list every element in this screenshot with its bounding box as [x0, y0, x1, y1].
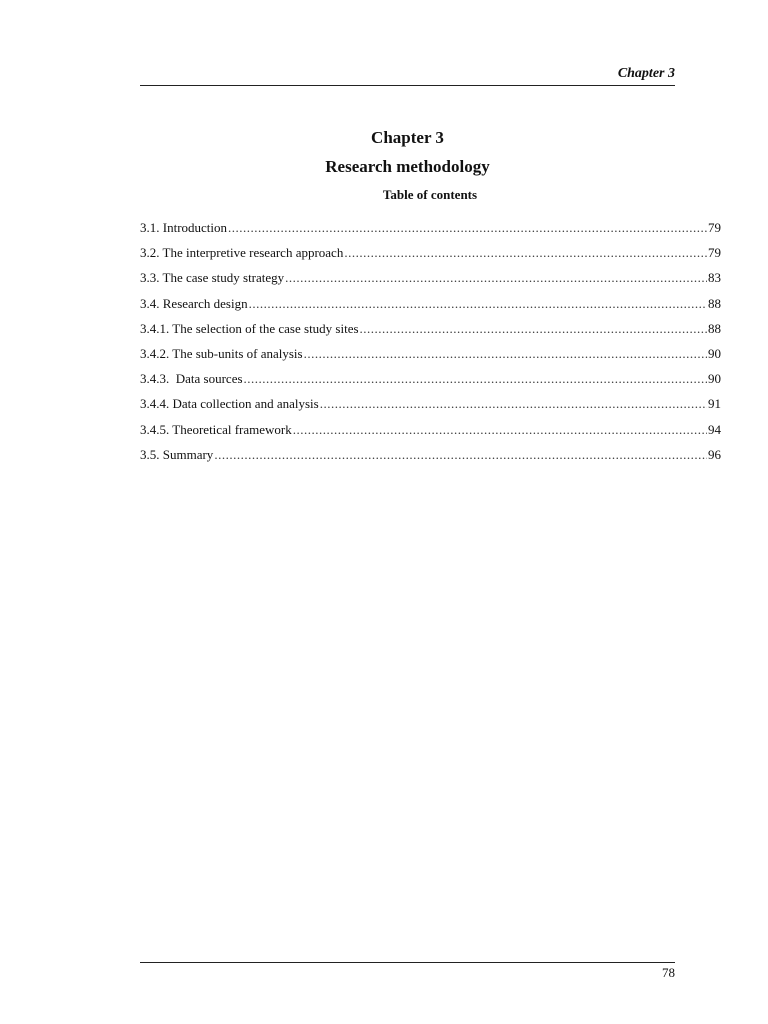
toc-dot-leader: [304, 346, 707, 362]
toc-entry-theoretical-framework[interactable]: [140, 422, 721, 447]
toc-entry-research-design[interactable]: [140, 296, 721, 321]
toc-dot-leader: [360, 321, 707, 337]
toc-dot-leader: [244, 371, 707, 387]
toc-entry-label: 3.4.5. Theoretical framework: [140, 421, 292, 437]
toc-heading: Table of contents: [382, 187, 478, 202]
table-of-contents: [140, 220, 721, 472]
toc-entry-page: 79: [708, 245, 721, 261]
footer-rule: [140, 962, 675, 963]
toc-entry-site-selection[interactable]: [140, 321, 721, 346]
toc-entry-label: 3.1. Introduction: [140, 220, 228, 235]
toc-entry-label: 3.4.4. Data collection and analysis: [140, 396, 319, 412]
chapter-subtitle: Research methodology: [325, 157, 490, 176]
toc-dot-leader: [320, 396, 707, 412]
toc-entry-page: 79: [708, 220, 721, 235]
toc-entry-page: 94: [708, 421, 721, 437]
chapter-title: Chapter 3: [371, 128, 444, 147]
toc-entry-introduction[interactable]: [140, 220, 721, 245]
toc-entry-label: 3.4. Research design: [140, 295, 248, 311]
toc-dot-leader: [293, 422, 707, 438]
toc-entry-interpretive-approach[interactable]: [140, 245, 721, 270]
toc-entry-label: 3.5. Summary: [140, 446, 214, 462]
toc-entry-label: 3.3. The case study strategy: [140, 270, 285, 286]
toc-entry-page: 88: [708, 320, 721, 336]
toc-dot-leader: [249, 296, 707, 312]
toc-dot-leader: [285, 270, 707, 286]
toc-entry-label: 3.4.3. Data sources: [140, 371, 243, 387]
toc-entry-label: 3.2. The interpretive research approach: [140, 245, 344, 261]
running-header: [140, 64, 675, 86]
toc-dot-leader: [214, 447, 707, 463]
toc-entry-case-study-strategy[interactable]: [140, 270, 721, 295]
toc-entry-data-sources[interactable]: [140, 371, 721, 396]
toc-entry-data-collection[interactable]: [140, 396, 721, 421]
toc-entry-page: 96: [708, 446, 721, 462]
toc-entry-page: 90: [708, 345, 721, 361]
toc-entry-label: 3.4.1. The selection of the case study sites: [140, 320, 359, 336]
toc-entry-label: 3.4.2. The sub-units of analysis: [140, 345, 303, 361]
page-number: 78: [662, 965, 675, 980]
toc-entry-page: 90: [708, 371, 721, 387]
toc-entry-page: 91: [708, 396, 721, 412]
toc-dot-leader: [344, 245, 707, 261]
toc-entry-summary[interactable]: [140, 447, 721, 472]
toc-entry-page: 83: [708, 270, 721, 286]
toc-entry-sub-units[interactable]: [140, 346, 721, 371]
running-header-title: Chapter 3: [617, 66, 675, 81]
toc-entry-page: 88: [708, 295, 721, 311]
toc-dot-leader: [228, 220, 707, 236]
